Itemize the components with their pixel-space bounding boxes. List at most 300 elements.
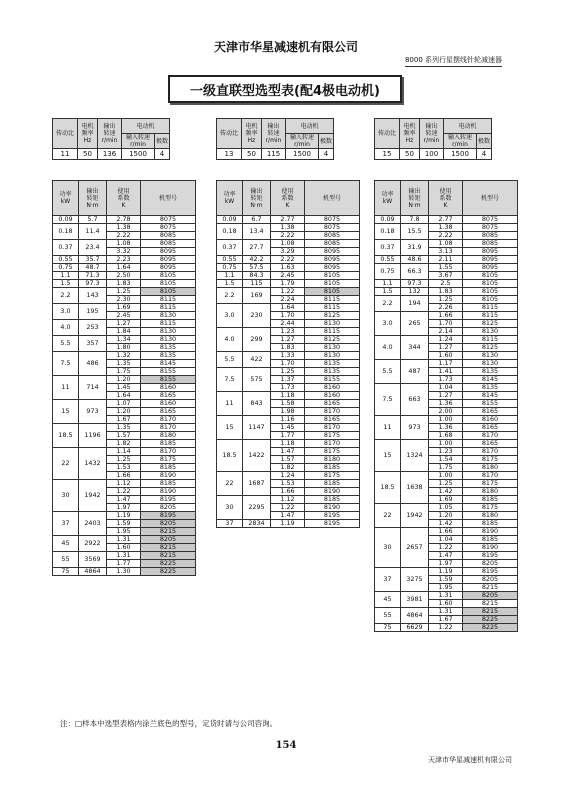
table-row xyxy=(375,264,518,272)
torque-cell: 194 xyxy=(401,296,429,312)
footnote: 注：□样本中选型表格内涂兰底色的型号，定货时请与公司咨询。 xyxy=(60,719,278,728)
power-cell: 0.37 xyxy=(53,240,79,256)
header-in-speed: 输入转速 r/min xyxy=(122,134,155,149)
column-header-power: 功率 kW xyxy=(217,181,243,216)
model-cell: 8095 xyxy=(305,256,360,264)
model-cell: 8180 xyxy=(463,464,518,472)
table-row xyxy=(375,504,518,512)
model-cell: 8175 xyxy=(141,456,196,464)
table-row xyxy=(217,288,360,296)
model-cell: 8160 xyxy=(305,392,360,400)
factor-cell: 1.70 xyxy=(429,320,463,328)
torque-cell: 2834 xyxy=(243,520,271,528)
model-cell: 8160 xyxy=(305,384,360,392)
torque-cell: 3981 xyxy=(401,592,429,608)
factor-cell: 1.19 xyxy=(429,568,463,576)
model-cell: 8155 xyxy=(305,376,360,384)
header-out-speed: 输出 转速 r/min xyxy=(98,119,122,149)
table-row xyxy=(375,240,518,248)
power-cell: 0.55 xyxy=(375,256,401,264)
table-row xyxy=(53,512,196,520)
factor-cell: 1.27 xyxy=(429,392,463,400)
factor-cell: 1.54 xyxy=(429,456,463,464)
model-cell: 8215 xyxy=(141,528,196,536)
factor-cell: 1.00 xyxy=(429,440,463,448)
model-cell: 8170 xyxy=(305,424,360,432)
model-cell: 8085 xyxy=(463,240,518,248)
factor-cell: 2.22 xyxy=(271,256,305,264)
power-cell: 37 xyxy=(53,512,79,536)
model-cell: 8170 xyxy=(463,432,518,440)
torque-cell: 230 xyxy=(243,304,271,328)
model-cell: 8145 xyxy=(463,392,518,400)
table-row xyxy=(53,320,196,328)
table-row xyxy=(53,224,196,232)
torque-cell: 169 xyxy=(243,288,271,304)
torque-cell: 66.3 xyxy=(401,264,429,280)
torque-cell: 1942 xyxy=(79,480,107,512)
power-cell: 15 xyxy=(375,440,401,472)
torque-cell: 3569 xyxy=(79,552,107,568)
factor-cell: 1.00 xyxy=(429,416,463,424)
footer-company: 天津市华星减速机有限公司 xyxy=(428,756,512,764)
ratio-header-table xyxy=(52,118,170,160)
table-row xyxy=(375,440,518,448)
table-row xyxy=(53,480,196,488)
model-cell: 8185 xyxy=(141,464,196,472)
factor-cell: 1.33 xyxy=(271,352,305,360)
torque-cell: 2403 xyxy=(79,512,107,536)
model-cell: 8115 xyxy=(305,296,360,304)
power-cell: 1.5 xyxy=(375,288,401,296)
header-value-in: 1500 xyxy=(286,149,319,160)
factor-cell: 1.34 xyxy=(107,336,141,344)
header-poles: 极数 xyxy=(155,134,170,149)
factor-cell: 1.20 xyxy=(429,512,463,520)
model-cell: 8155 xyxy=(141,376,196,384)
page-number: 154 xyxy=(275,740,297,751)
model-cell: 8185 xyxy=(141,440,196,448)
torque-cell: 663 xyxy=(401,384,429,416)
factor-cell: 1.30 xyxy=(107,568,141,576)
factor-cell: 2.11 xyxy=(429,256,463,264)
table-row xyxy=(53,264,196,272)
table-row xyxy=(53,424,196,432)
factor-cell: 1.20 xyxy=(107,376,141,384)
model-cell: 8225 xyxy=(141,560,196,568)
model-cell: 8160 xyxy=(463,416,518,424)
factor-cell: 1.67 xyxy=(429,616,463,624)
model-cell: 8180 xyxy=(463,488,518,496)
factor-cell: 1.80 xyxy=(107,344,141,352)
power-cell: 7.5 xyxy=(217,368,243,392)
header-motor: 电动机 xyxy=(444,119,492,134)
power-cell: 55 xyxy=(375,608,401,624)
torque-cell: 422 xyxy=(243,352,271,368)
header-poles: 极数 xyxy=(477,134,492,149)
column-header-factor: 使用 系数 K xyxy=(107,181,141,216)
table-row xyxy=(217,304,360,312)
model-cell: 8075 xyxy=(463,224,518,232)
header-in-speed: 输入转速 r/min xyxy=(444,134,477,149)
power-cell: 75 xyxy=(53,568,79,576)
model-cell: 8215 xyxy=(463,584,518,592)
torque-cell: 143 xyxy=(79,288,107,304)
header-ratio: 传动比 xyxy=(217,119,242,149)
model-cell: 8135 xyxy=(463,384,518,392)
power-cell: 0.18 xyxy=(375,224,401,240)
model-cell: 8135 xyxy=(305,368,360,376)
model-cell: 8130 xyxy=(305,344,360,352)
torque-cell: 2295 xyxy=(243,496,271,520)
header-out-speed: 输出 转速 r/min xyxy=(262,119,286,149)
model-cell: 8135 xyxy=(463,368,518,376)
column-header-power: 功率 kW xyxy=(53,181,79,216)
model-cell: 8095 xyxy=(463,264,518,272)
model-cell: 8215 xyxy=(141,552,196,560)
model-cell: 8125 xyxy=(463,320,518,328)
power-cell: 4.0 xyxy=(375,336,401,360)
model-cell: 8085 xyxy=(305,240,360,248)
table-row xyxy=(375,416,518,424)
factor-cell: 1.25 xyxy=(429,296,463,304)
power-cell: 30 xyxy=(217,496,243,520)
factor-cell: 1.83 xyxy=(429,288,463,296)
table-row xyxy=(375,608,518,616)
factor-cell: 1.64 xyxy=(107,264,141,272)
table-row xyxy=(375,312,518,320)
model-cell: 8115 xyxy=(463,312,518,320)
model-cell: 8205 xyxy=(141,504,196,512)
factor-cell: 1.04 xyxy=(429,536,463,544)
factor-cell: 1.31 xyxy=(107,536,141,544)
model-cell: 8130 xyxy=(141,336,196,344)
model-cell: 8180 xyxy=(305,456,360,464)
table-row xyxy=(217,352,360,360)
column-header-model: 机型号 xyxy=(463,181,518,216)
factor-cell: 1.12 xyxy=(271,496,305,504)
torque-cell: 1422 xyxy=(243,440,271,472)
header-motor-freq: 电机 频率 Hz xyxy=(400,119,420,149)
table-row xyxy=(217,440,360,448)
torque-cell: 1196 xyxy=(79,424,107,448)
factor-cell: 1.47 xyxy=(429,552,463,560)
factor-cell: 1.59 xyxy=(429,576,463,584)
model-cell: 8135 xyxy=(305,360,360,368)
model-cell: 8215 xyxy=(141,544,196,552)
header-in-speed: 输入转速 r/min xyxy=(286,134,319,149)
model-cell: 8185 xyxy=(463,496,518,504)
factor-cell: 1.66 xyxy=(429,312,463,320)
factor-cell: 3.13 xyxy=(429,248,463,256)
power-cell: 3.0 xyxy=(217,304,243,328)
header-value-poles: 4 xyxy=(155,149,170,160)
factor-cell: 2.50 xyxy=(107,272,141,280)
factor-cell: 2.00 xyxy=(429,408,463,416)
model-cell: 8175 xyxy=(305,472,360,480)
model-cell: 8195 xyxy=(463,568,518,576)
header-motor-freq: 电机 频率 Hz xyxy=(78,119,98,149)
factor-cell: 1.42 xyxy=(429,488,463,496)
factor-cell: 1.31 xyxy=(429,608,463,616)
model-cell: 8165 xyxy=(141,392,196,400)
power-cell: 22 xyxy=(53,448,79,480)
model-cell: 8075 xyxy=(141,224,196,232)
power-cell: 0.75 xyxy=(375,264,401,280)
table-row xyxy=(53,304,196,312)
model-cell: 8170 xyxy=(305,408,360,416)
model-cell: 8180 xyxy=(141,432,196,440)
power-cell: 30 xyxy=(53,480,79,512)
torque-cell: 115 xyxy=(243,280,271,288)
table-row xyxy=(375,256,518,264)
model-cell: 8225 xyxy=(141,568,196,576)
table-row xyxy=(53,256,196,264)
factor-cell: 1.68 xyxy=(429,432,463,440)
table-row xyxy=(53,336,196,344)
factor-cell: 1.42 xyxy=(429,520,463,528)
factor-cell: 2.77 xyxy=(271,216,305,224)
model-cell: 8095 xyxy=(141,264,196,272)
power-cell: 1.1 xyxy=(375,280,401,288)
model-cell: 8185 xyxy=(463,520,518,528)
model-cell: 8075 xyxy=(141,216,196,224)
model-cell: 8180 xyxy=(463,512,518,520)
torque-cell: 15.5 xyxy=(401,224,429,240)
table-row xyxy=(375,384,518,392)
model-cell: 8170 xyxy=(463,472,518,480)
factor-cell: 1.77 xyxy=(107,560,141,568)
table-row xyxy=(375,472,518,480)
torque-cell: 5.7 xyxy=(79,216,107,224)
page-title-text: 一级直联型选型表(配4极电动机) xyxy=(190,83,380,99)
header-value-in: 1500 xyxy=(122,149,155,160)
model-cell: 8160 xyxy=(141,400,196,408)
factor-cell: 2.45 xyxy=(271,272,305,280)
table-row xyxy=(375,288,518,296)
model-cell: 8115 xyxy=(141,320,196,328)
factor-cell: 1.31 xyxy=(429,592,463,600)
model-cell: 8175 xyxy=(305,432,360,440)
power-cell: 7.5 xyxy=(53,352,79,376)
factor-cell: 1.27 xyxy=(429,344,463,352)
torque-cell: 4864 xyxy=(79,568,107,576)
table-row xyxy=(375,592,518,600)
factor-cell: 1.79 xyxy=(271,280,305,288)
power-cell: 15 xyxy=(217,416,243,440)
power-cell: 11 xyxy=(217,392,243,416)
torque-cell: 253 xyxy=(79,320,107,336)
factor-cell: 1.67 xyxy=(107,416,141,424)
torque-cell: 714 xyxy=(79,376,107,400)
model-cell: 8085 xyxy=(141,232,196,240)
torque-cell: 7.8 xyxy=(401,216,429,224)
model-cell: 8165 xyxy=(463,424,518,432)
model-cell: 8105 xyxy=(305,280,360,288)
factor-cell: 1.35 xyxy=(107,424,141,432)
table-row xyxy=(217,224,360,232)
table-row xyxy=(53,280,196,288)
model-cell: 8115 xyxy=(141,304,196,312)
table-row xyxy=(217,256,360,264)
model-cell: 8205 xyxy=(463,560,518,568)
column-header-factor: 使用 系数 K xyxy=(429,181,463,216)
header-value-freq: 50 xyxy=(400,149,420,160)
factor-cell: 3.29 xyxy=(271,248,305,256)
header-value-ratio: 15 xyxy=(375,149,400,160)
model-cell: 8175 xyxy=(463,480,518,488)
factor-cell: 2.23 xyxy=(107,256,141,264)
series-label: 8000 系列行星摆线针轮减速器 xyxy=(405,55,502,67)
factor-cell: 1.95 xyxy=(429,584,463,592)
model-cell: 8125 xyxy=(463,344,518,352)
power-cell: 0.09 xyxy=(53,216,79,224)
factor-cell: 1.53 xyxy=(107,464,141,472)
power-cell: 0.09 xyxy=(217,216,243,224)
torque-cell: 1942 xyxy=(401,504,429,528)
model-cell: 8195 xyxy=(141,512,196,520)
model-cell: 8130 xyxy=(463,360,518,368)
power-cell: 15 xyxy=(53,400,79,424)
model-cell: 8195 xyxy=(141,496,196,504)
torque-cell: 2657 xyxy=(401,528,429,568)
power-cell: 5.5 xyxy=(53,336,79,352)
factor-cell: 1.47 xyxy=(271,448,305,456)
factor-cell: 1.47 xyxy=(107,496,141,504)
table-row xyxy=(217,328,360,336)
model-cell: 8095 xyxy=(141,248,196,256)
torque-cell: 357 xyxy=(79,336,107,352)
factor-cell: 1.60 xyxy=(429,352,463,360)
power-cell: 0.75 xyxy=(53,264,79,272)
company-name: 天津市华星减速机有限公司 xyxy=(213,40,358,54)
model-cell: 8125 xyxy=(305,312,360,320)
selection-table xyxy=(216,180,360,528)
table-row xyxy=(217,240,360,248)
torque-cell: 11.4 xyxy=(79,224,107,240)
factor-cell: 1.69 xyxy=(429,496,463,504)
factor-cell: 2.78 xyxy=(107,216,141,224)
torque-cell: 973 xyxy=(401,416,429,440)
model-cell: 8185 xyxy=(305,480,360,488)
model-cell: 8175 xyxy=(305,448,360,456)
model-cell: 8105 xyxy=(305,288,360,296)
factor-cell: 1.08 xyxy=(429,240,463,248)
factor-cell: 1.12 xyxy=(107,480,141,488)
factor-cell: 1.75 xyxy=(107,368,141,376)
model-cell: 8170 xyxy=(141,424,196,432)
model-cell: 8205 xyxy=(141,520,196,528)
table-row xyxy=(375,568,518,576)
table-row xyxy=(217,216,360,224)
model-cell: 8095 xyxy=(305,264,360,272)
factor-cell: 1.27 xyxy=(107,320,141,328)
factor-cell: 1.23 xyxy=(271,328,305,336)
model-cell: 8105 xyxy=(141,280,196,288)
ratio-header-table xyxy=(374,118,492,160)
model-cell: 8195 xyxy=(305,512,360,520)
factor-cell: 1.19 xyxy=(107,512,141,520)
torque-cell: 35.7 xyxy=(79,256,107,264)
factor-cell: 1.57 xyxy=(107,432,141,440)
column-header-model: 机型号 xyxy=(141,181,196,216)
torque-cell: 1687 xyxy=(243,472,271,496)
power-cell: 45 xyxy=(375,592,401,608)
factor-cell: 1.97 xyxy=(429,560,463,568)
table-row xyxy=(53,216,196,224)
factor-cell: 1.37 xyxy=(271,376,305,384)
model-cell: 8215 xyxy=(463,608,518,616)
model-cell: 8085 xyxy=(463,232,518,240)
model-cell: 8165 xyxy=(463,440,518,448)
torque-cell: 84.3 xyxy=(243,272,271,280)
factor-cell: 1.53 xyxy=(271,480,305,488)
factor-cell: 1.08 xyxy=(107,240,141,248)
power-cell: 18.5 xyxy=(375,472,401,504)
model-cell: 8105 xyxy=(463,272,518,280)
table-row xyxy=(375,216,518,224)
model-cell: 8130 xyxy=(463,328,518,336)
power-cell: 37 xyxy=(217,520,243,528)
torque-cell: 487 xyxy=(401,360,429,384)
model-cell: 8190 xyxy=(463,528,518,536)
factor-cell: 1.04 xyxy=(429,384,463,392)
power-cell: 55 xyxy=(53,552,79,568)
power-cell: 3.0 xyxy=(53,304,79,320)
factor-cell: 1.05 xyxy=(429,504,463,512)
table-row xyxy=(53,448,196,456)
column-header-torque: 输出 转矩 N·m xyxy=(79,181,107,216)
torque-cell: 486 xyxy=(79,352,107,376)
factor-cell: 2.26 xyxy=(429,304,463,312)
torque-cell: 6.7 xyxy=(243,216,271,224)
power-cell: 1.5 xyxy=(217,280,243,288)
power-cell: 37 xyxy=(375,568,401,592)
factor-cell: 1.14 xyxy=(107,448,141,456)
power-cell: 1.1 xyxy=(217,272,243,280)
model-cell: 8185 xyxy=(141,480,196,488)
factor-cell: 1.55 xyxy=(429,264,463,272)
header-value-freq: 50 xyxy=(78,149,98,160)
model-cell: 8095 xyxy=(305,248,360,256)
factor-cell: 1.66 xyxy=(271,488,305,496)
power-cell: 11 xyxy=(53,376,79,400)
factor-cell: 2.45 xyxy=(107,312,141,320)
model-cell: 8170 xyxy=(463,448,518,456)
table-row xyxy=(217,416,360,424)
model-cell: 8095 xyxy=(141,256,196,264)
torque-cell: 97.3 xyxy=(401,280,429,288)
factor-cell: 1.57 xyxy=(271,456,305,464)
model-cell: 8185 xyxy=(463,536,518,544)
model-cell: 8135 xyxy=(141,344,196,352)
factor-cell: 1.84 xyxy=(107,328,141,336)
model-cell: 8145 xyxy=(141,360,196,368)
torque-cell: 299 xyxy=(243,328,271,352)
table-row xyxy=(375,224,518,232)
torque-cell: 48.6 xyxy=(401,256,429,264)
factor-cell: 1.35 xyxy=(107,360,141,368)
torque-cell: 1638 xyxy=(401,472,429,504)
model-cell: 8175 xyxy=(463,456,518,464)
factor-cell: 2.14 xyxy=(429,328,463,336)
factor-cell: 2.77 xyxy=(429,216,463,224)
torque-cell: 13.4 xyxy=(243,224,271,240)
torque-cell: 4864 xyxy=(401,608,429,624)
power-cell: 45 xyxy=(53,536,79,552)
table-row xyxy=(53,536,196,544)
model-cell: 8165 xyxy=(305,416,360,424)
